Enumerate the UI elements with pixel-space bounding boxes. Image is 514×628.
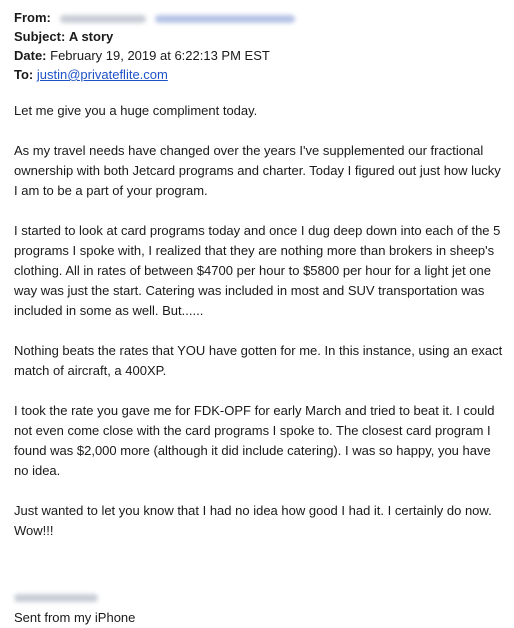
body-paragraph: I started to look at card programs today and once I dug deep down into each of the 5 programs I spoke with, I realized that they are nothing more than brokers in sheep's clothing. All in rates of between $4700 per hour to $5800 per hour for a light jet one way was just the start. Catering was included in most and SUV transportation was included in some as well. But...... (14, 223, 501, 318)
redacted-sender-email (155, 15, 295, 23)
redacted-sender-name (60, 15, 146, 23)
subject-label: Subject: (14, 29, 66, 44)
body-paragraph: Let me give you a huge compliment today. (14, 103, 258, 118)
date-row (14, 46, 508, 65)
subject-row (14, 27, 508, 46)
email-body (14, 101, 508, 628)
recipient-email-link[interactable]: justin@privateflite.com (36, 67, 168, 82)
from-label: From: (14, 10, 51, 25)
body-paragraph: As my travel needs have changed over the years I've supplemented our fractional ownership with both Jetcard programs and charter. Today I figured out just how lucky I am to be a part of your program. (14, 143, 501, 198)
signature (14, 587, 508, 607)
redacted-signature-name (14, 594, 98, 602)
to-row (14, 65, 508, 84)
subject-value: A story (68, 29, 114, 44)
to-label: To: (14, 67, 34, 82)
email-view (14, 8, 508, 628)
date-label: Date: (14, 48, 47, 63)
body-paragraph: Just wanted to let you know that I had no idea how good I had it. I certainly do now. Wow!!! (14, 503, 492, 538)
from-row (14, 8, 508, 27)
body-paragraph: Nothing beats the rates that YOU have gotten for me. In this instance, using an exact match of aircraft, a 400XP. (14, 343, 503, 378)
date-value: February 19, 2019 at 6:22:13 PM EST (50, 48, 270, 63)
body-paragraph: I took the rate you gave me for FDK-OPF for early March and tried to beat it. I could not even come close with the card programs I spoke to. The closest card program I found was $2,000 more (although it did include catering). I was so happy, you have no idea. (14, 403, 495, 478)
sent-from-line: Sent from my iPhone (14, 610, 136, 625)
email-header (14, 8, 508, 84)
